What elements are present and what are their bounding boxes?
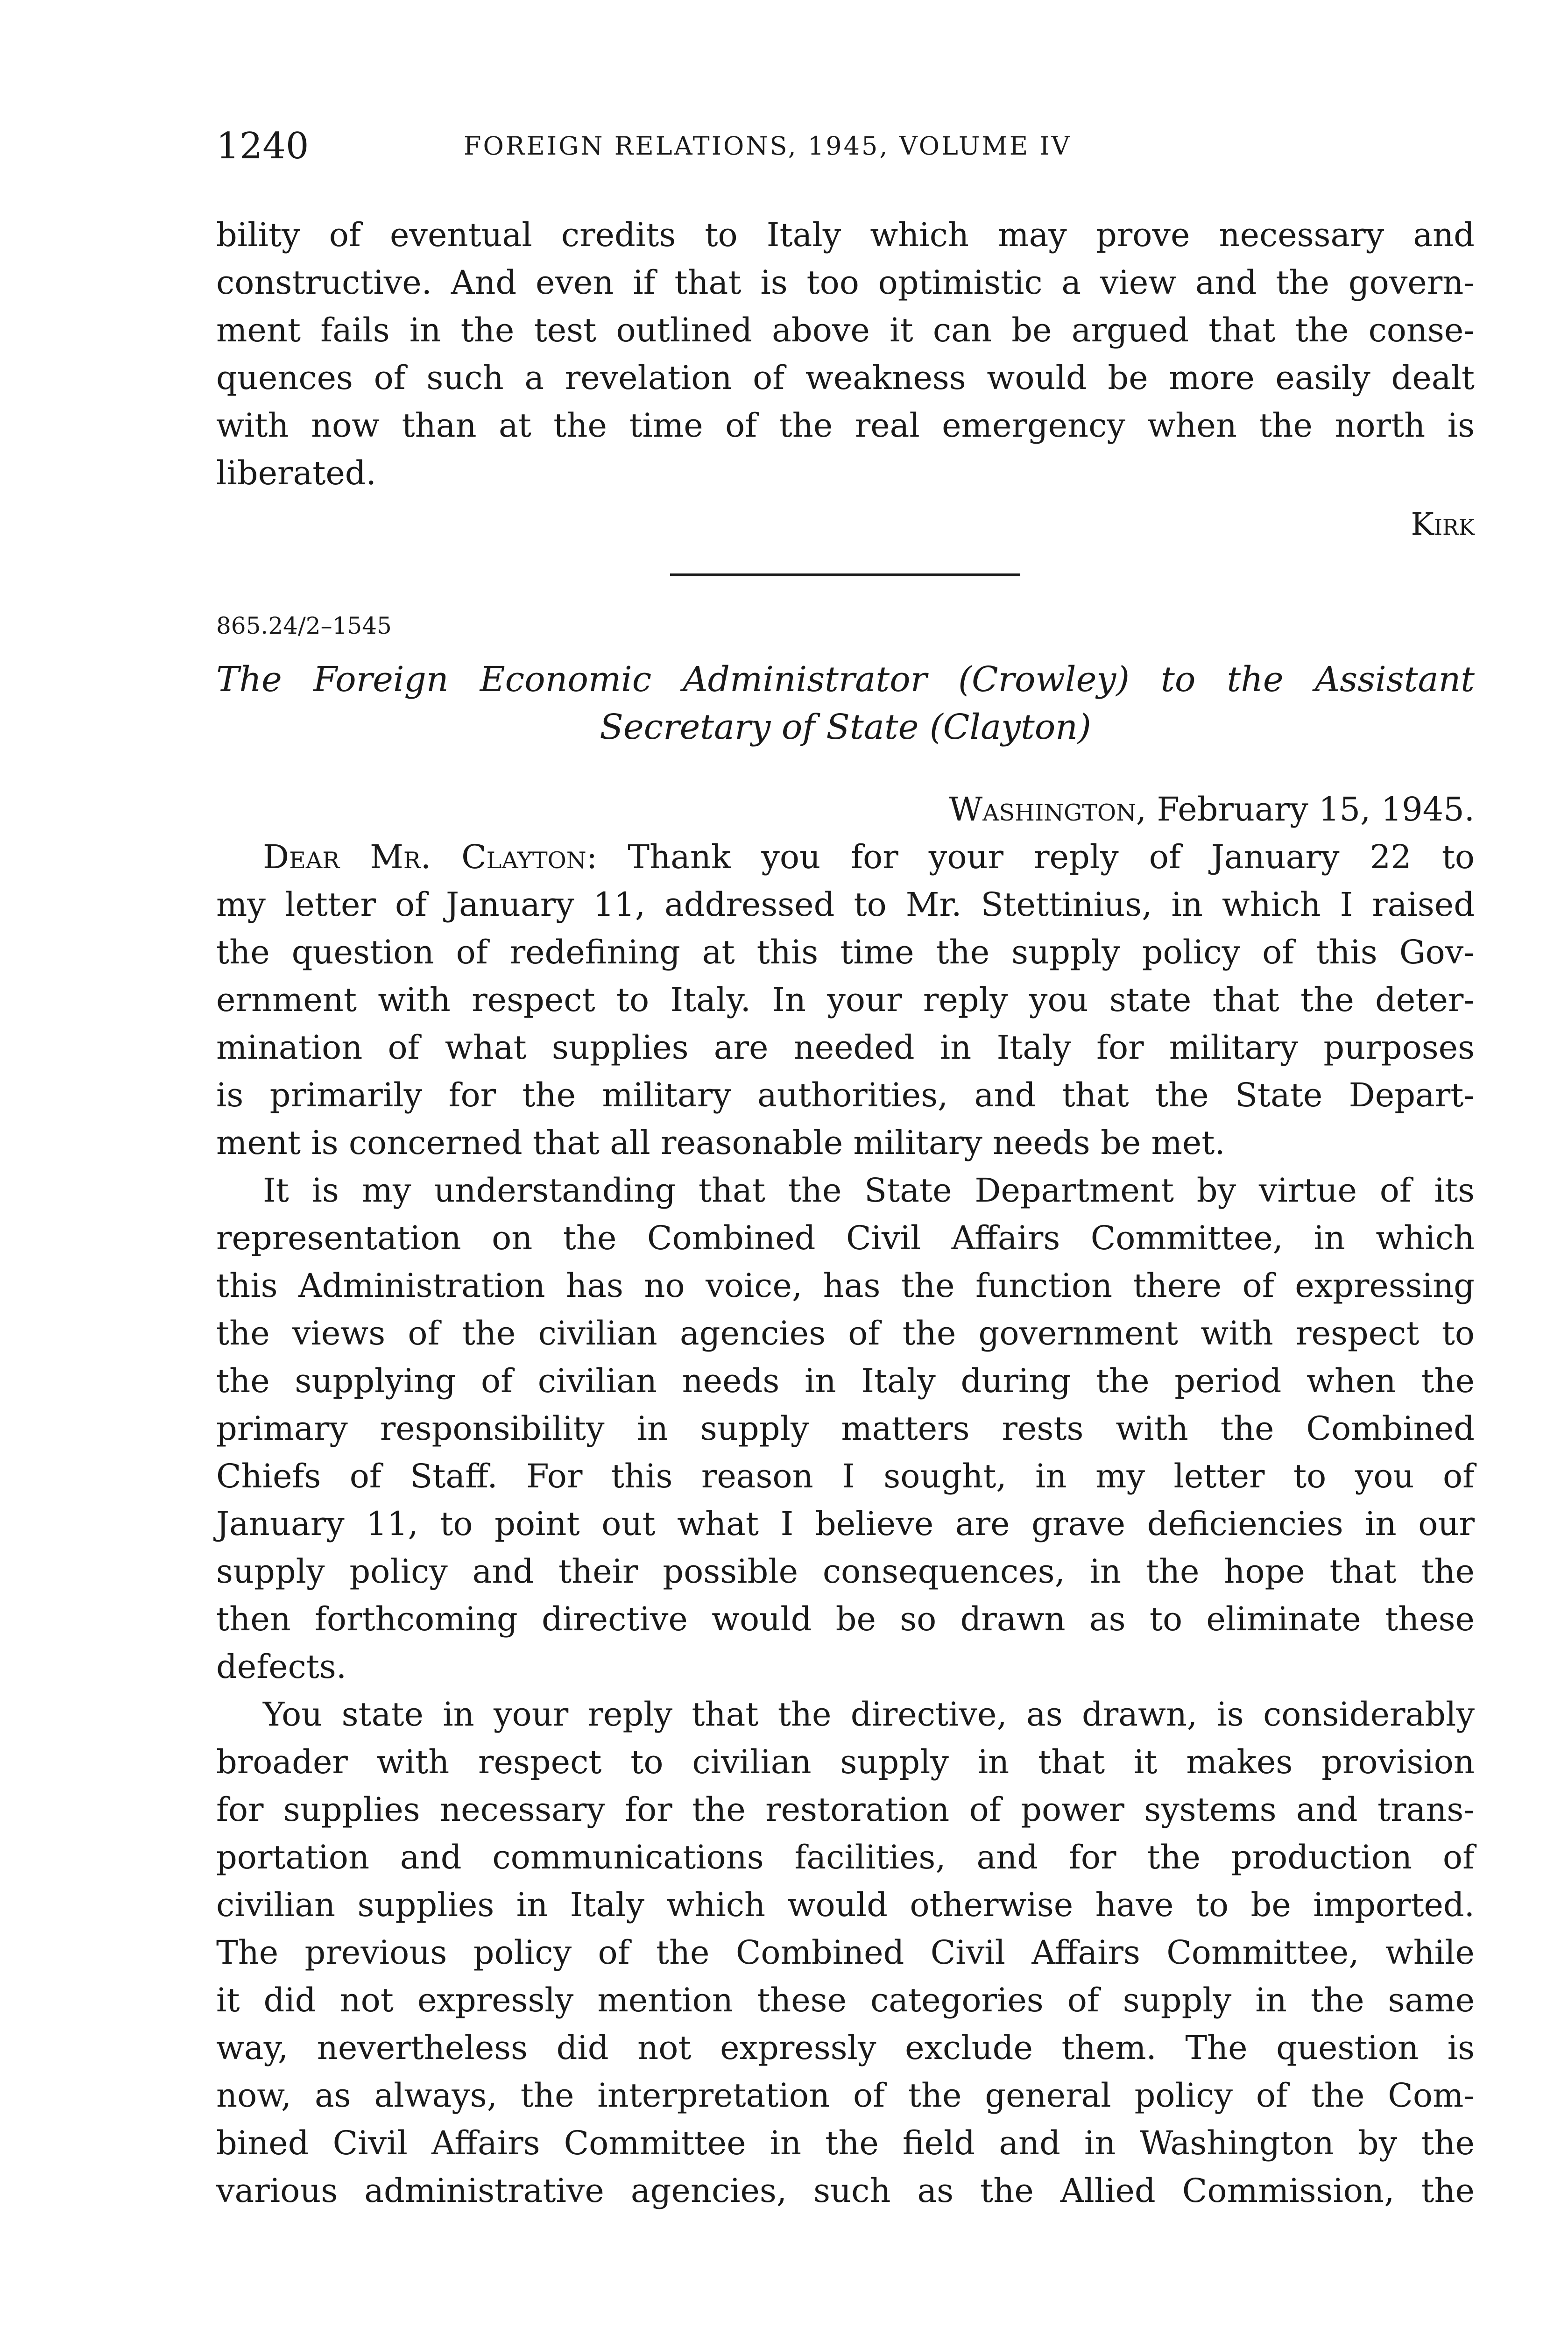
continuation-line: quences of such a revelation of weakness would be more easily dealt [216, 359, 1475, 397]
paragraph-line: then forthcoming directive would be so drawn as to eliminate these [216, 1600, 1475, 1638]
continuation-line: bility of eventual credits to Italy which may prove necessary and [216, 216, 1475, 254]
continuation-line: liberated. [216, 454, 376, 492]
continuation-line: ment fails in the test outlined above it can be argued that the conse- [216, 311, 1475, 349]
paragraph-line: for supplies necessary for the restoration of power systems and trans- [216, 1790, 1475, 1829]
running-head: FOREIGN RELATIONS, 1945, VOLUME IV [464, 131, 1072, 161]
page-header [216, 125, 1332, 167]
paragraph-line: is primarily for the military authorities, and that the State Depart- [216, 1076, 1475, 1114]
salutation: Dear Mr. Clayton: [263, 838, 598, 876]
paragraph-line: Chiefs of Staff. For this reason I sought, in my letter to you of [216, 1457, 1475, 1495]
paragraph-line: my letter of January 11, addressed to Mr. Stettinius, in which I raised [216, 885, 1475, 924]
file-number: 865.24/2–1545 [216, 612, 392, 639]
paragraph-line: It is my understanding that the State Department by virtue of its [263, 1171, 1475, 1210]
paragraph-line: the question of redefining at this time the supply policy of this Gov- [216, 933, 1475, 971]
document-title-line: Secretary of State (Clayton) [600, 707, 1091, 747]
signature-kirk: Kirk [1411, 506, 1475, 542]
paragraph-line: civilian supplies in Italy which would otherwise have to be imported. [216, 1886, 1475, 1924]
paragraph-line: You state in your reply that the directive, as drawn, is considerably [263, 1695, 1475, 1734]
continuation-line: with now than at the time of the real emergency when the north is [216, 406, 1475, 445]
paragraph-line: the views of the civilian agencies of the government with respect to [216, 1314, 1475, 1352]
paragraph-line: this Administration has no voice, has the function there of expressing [216, 1267, 1475, 1305]
document-title-line: The Foreign Economic Administrator (Crowley) to the Assistant [216, 659, 1475, 700]
dateline [216, 787, 1475, 832]
paragraph-line: The previous policy of the Combined Civil Affairs Committee, while [216, 1933, 1475, 1972]
paragraph-line: the supplying of civilian needs in Italy during the period when the [216, 1362, 1475, 1400]
paragraph-line: primary responsibility in supply matters rests with the Combined [216, 1409, 1475, 1448]
paragraph-line: defects. [216, 1648, 347, 1686]
paragraph-line [263, 835, 1475, 879]
paragraph-line: various administrative agencies, such as the Allied Commission, the [216, 2172, 1475, 2210]
paragraph-line: it did not expressly mention these categories of supply in the same [216, 1981, 1475, 2019]
paragraph-line: portation and communications facilities, and for the production of [216, 1838, 1475, 1876]
paragraph-line: now, as always, the interpretation of the general policy of the Com- [216, 2076, 1475, 2115]
paragraph-line: supply policy and their possible consequences, in the hope that the [216, 1552, 1475, 1591]
paragraph-line: January 11, to point out what I believe are grave deficiencies in our [216, 1505, 1475, 1543]
paragraph-line: broader with respect to civilian supply in that it makes provision [216, 1743, 1475, 1781]
paragraph-line: ernment with respect to Italy. In your reply you state that the deter- [216, 981, 1475, 1019]
paragraph-line: way, nevertheless did not expressly exclude them. The question is [216, 2029, 1475, 2067]
dateline-date: February 15, 1945. [1157, 790, 1475, 828]
paragraph-line: ment is concerned that all reasonable military needs be met. [216, 1124, 1225, 1162]
paragraph-line: representation on the Combined Civil Affairs Committee, in which [216, 1219, 1475, 1257]
page-number: 1240 [216, 125, 309, 167]
paragraph-line: bined Civil Affairs Committee in the field and in Washington by the [216, 2124, 1475, 2162]
paragraph-text: Thank you for your reply of January 22 to [628, 838, 1475, 876]
continuation-line: constructive. And even if that is too optimistic a view and the govern- [216, 263, 1475, 302]
paragraph-line: mination of what supplies are needed in Italy for military purposes [216, 1028, 1475, 1067]
dateline-place: Washington, [949, 790, 1147, 828]
section-divider [670, 573, 1020, 576]
